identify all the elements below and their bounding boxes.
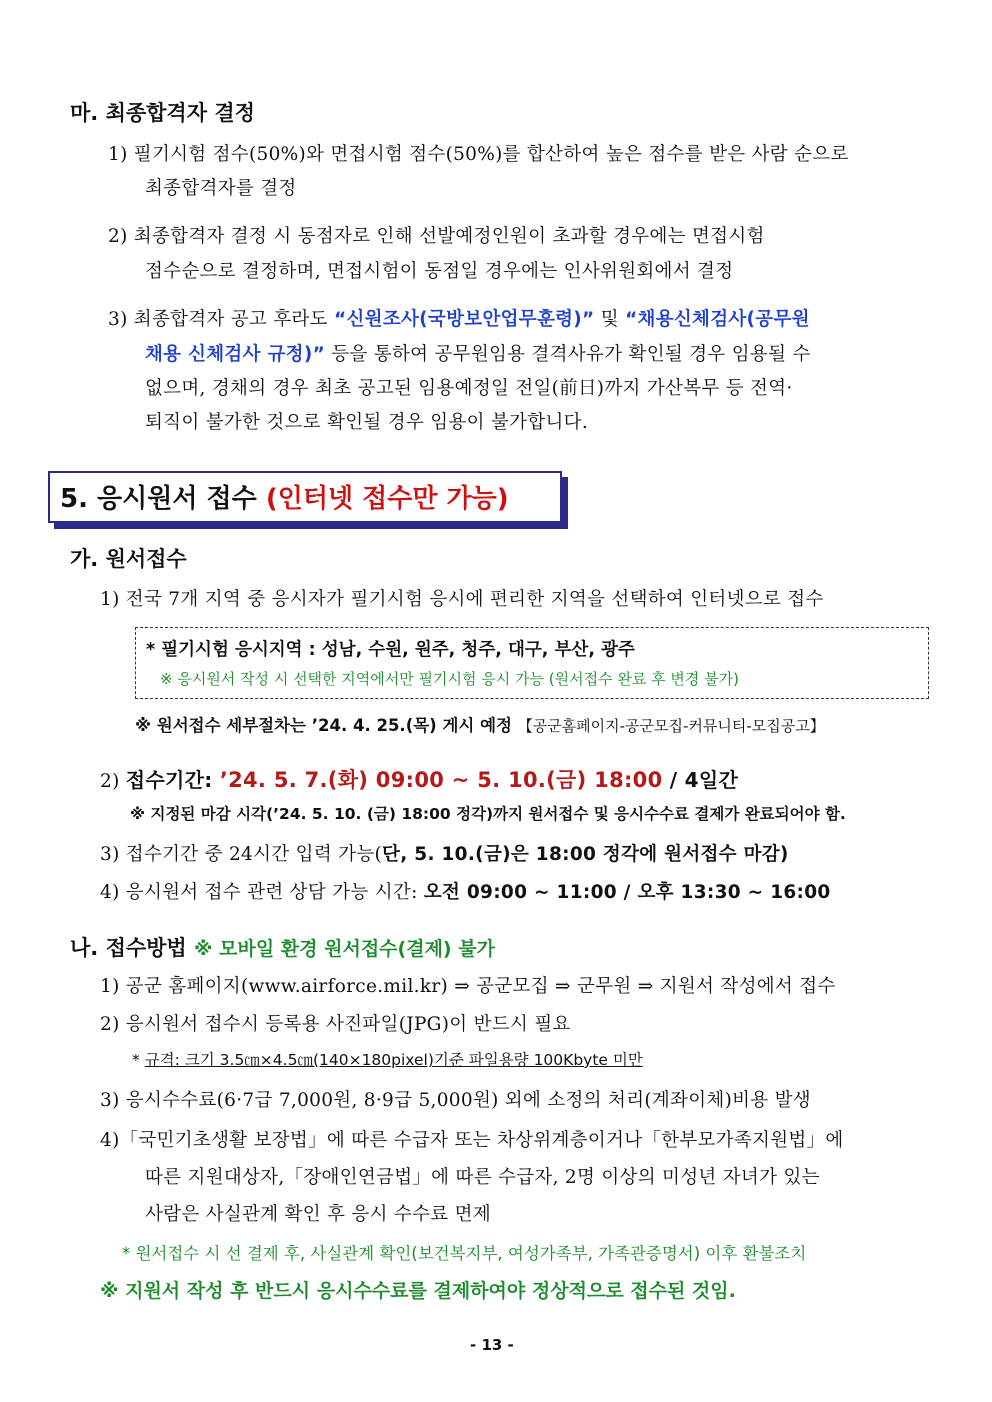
final-payment-note: ※ 지원서 작성 후 반드시 응시수수료를 결제하여야 정상적으로 접수된 것임. <box>100 1280 736 1302</box>
consult-hours: 오전 09:00 ~ 11:00 / 오후 13:30 ~ 16:00 <box>423 882 831 903</box>
item3-deadline: 단, 5. 10.(금)은 18:00 정각에 원서접수 마감) <box>382 844 789 865</box>
section-5-subtitle: (인터넷 접수만 가능) <box>265 484 509 514</box>
section-5-title-text: 5. 응시원서 접수 <box>60 484 257 514</box>
photo-spec-note <box>132 1048 643 1070</box>
page-number: - 13 - <box>470 1336 514 1354</box>
method-item3: 3) 응시수수료(6·7급 7,000원, 8·9급 5,000원) 외에 소정의 처리(계좌이체)비용 발생 <box>100 1090 811 1111</box>
photo-spec-bullet: * <box>132 1051 145 1069</box>
method-item1: 1) 공군 홈페이지(www.airforce.mil.kr) ⇒ 공군모집 ⇒ 군무원 ⇒ 지원서 작성에서 접수 <box>100 976 836 997</box>
final-item3-line1 <box>108 305 810 331</box>
heading-final-selection: 마. 최종합격자 결정 <box>70 101 255 125</box>
mobile-warning: ※ 모바일 환경 원서접수(결제) 불가 <box>194 938 495 960</box>
physical-exam-term: “채용신체검사(공무원 <box>625 309 810 330</box>
detailed-procedure-notice <box>135 712 825 736</box>
exam-region-line: * 필기시험 응시지역 : 성남, 수원, 원주, 청주, 대구, 부산, 광주 <box>146 640 635 660</box>
final-item2-line2: 점수순으로 결정하며, 면접시험이 동점일 경우에는 인사위원회에서 결정 <box>145 261 734 282</box>
method-item4-line2: 따른 지원대상자,「장애인연금법」에 따른 수급자, 2명 이상의 미성년 자녀가 있는 <box>145 1167 820 1188</box>
application-item2 <box>100 764 738 794</box>
method-heading-text: 나. 접수방법 <box>70 936 195 960</box>
period-dates: ’24. 5. 7.(화) 09:00 ~ 5. 10.(금) 18:00 <box>219 768 663 792</box>
heading-method <box>70 932 495 962</box>
application-item3 <box>100 840 789 866</box>
item3-text: 3) 접수기간 중 24시간 입력 가능( <box>100 844 383 865</box>
application-item4 <box>100 878 831 904</box>
deadline-note: ※ 지정된 마감 시각(’24. 5. 10. (금) 18:00 정각)까지 원서접수 및 응시수수료 결제가 완료되어야 함. <box>130 805 846 823</box>
final-item1-line1: 1) 필기시험 점수(50%)와 면접시험 점수(50%)를 합산하여 높은 점수를 받은 사람 순으로 <box>108 144 849 165</box>
section-5-title <box>60 478 509 515</box>
final-item3-line4: 퇴직이 불가한 것으로 확인될 경우 임용이 불가합니다. <box>145 412 589 433</box>
procedure-notice-path: 【공군홈페이지-공군모집-커뮤니티-모집공고】 <box>517 717 825 735</box>
photo-spec-text: 규격: 크기 3.5㎝×4.5㎝(140×180pixel)기준 파일용량 100Kbyte 미만 <box>144 1051 643 1069</box>
final-item3-text-a: 3) 최종합격자 공고 후라도 <box>108 309 335 330</box>
period-label: 접수기간: <box>125 768 220 792</box>
final-item3-line3: 없으며, 경채의 경우 최초 공고된 임용예정일 전일(前日)까지 가산복무 등 전역· <box>145 378 793 399</box>
final-item2-line1: 2) 최종합격자 결정 시 동점자로 인해 선발예정인원이 초과할 경우에는 면접시험 <box>108 226 765 247</box>
heading-application: 가. 원서접수 <box>70 547 187 571</box>
application-item1: 1) 전국 7개 지역 중 응시자가 필기시험 응시에 편리한 지역을 선택하여 인터넷으로 접수 <box>100 589 824 610</box>
item2-number: 2) <box>100 771 126 792</box>
background-check-term: “신원조사(국방보안업무훈령)” <box>334 309 595 330</box>
method-item4-line1: 4)「국민기초생활 보장법」에 따른 수급자 또는 차상위계층이거나「한부모가족지원법」에 <box>100 1130 844 1151</box>
method-item2: 2) 응시원서 접수시 등록용 사진파일(JPG)이 반드시 필요 <box>100 1014 571 1035</box>
final-item3-text-c: 및 <box>594 309 626 330</box>
method-item4-line3: 사람은 사실관계 확인 후 응시 수수료 면제 <box>145 1204 491 1225</box>
procedure-notice-text: ※ 원서접수 세부절차는 ’24. 4. 25.(목) 게시 예정 <box>135 716 518 735</box>
exam-region-note: ※ 응시원서 작성 시 선택한 지역에서만 필기시험 응시 가능 (원서접수 완료 후 변경 불가) <box>160 670 739 688</box>
final-item3-text-e: 등을 통하여 공무원임용 결격사유가 확인될 경우 임용될 수 <box>325 344 811 365</box>
final-item1-line2: 최종합격자를 결정 <box>145 178 297 199</box>
refund-note: * 원서접수 시 선 결제 후, 사실관계 확인(보건복지부, 여성가족부, 가족관증명서) 이후 환불조치 <box>122 1244 807 1263</box>
physical-exam-term-cont: 채용 신체검사 규정)” <box>145 344 326 365</box>
final-item3-line2 <box>145 340 811 366</box>
item4-text: 4) 응시원서 접수 관련 상담 가능 시간: <box>100 882 424 903</box>
period-days: / 4일간 <box>662 768 739 792</box>
